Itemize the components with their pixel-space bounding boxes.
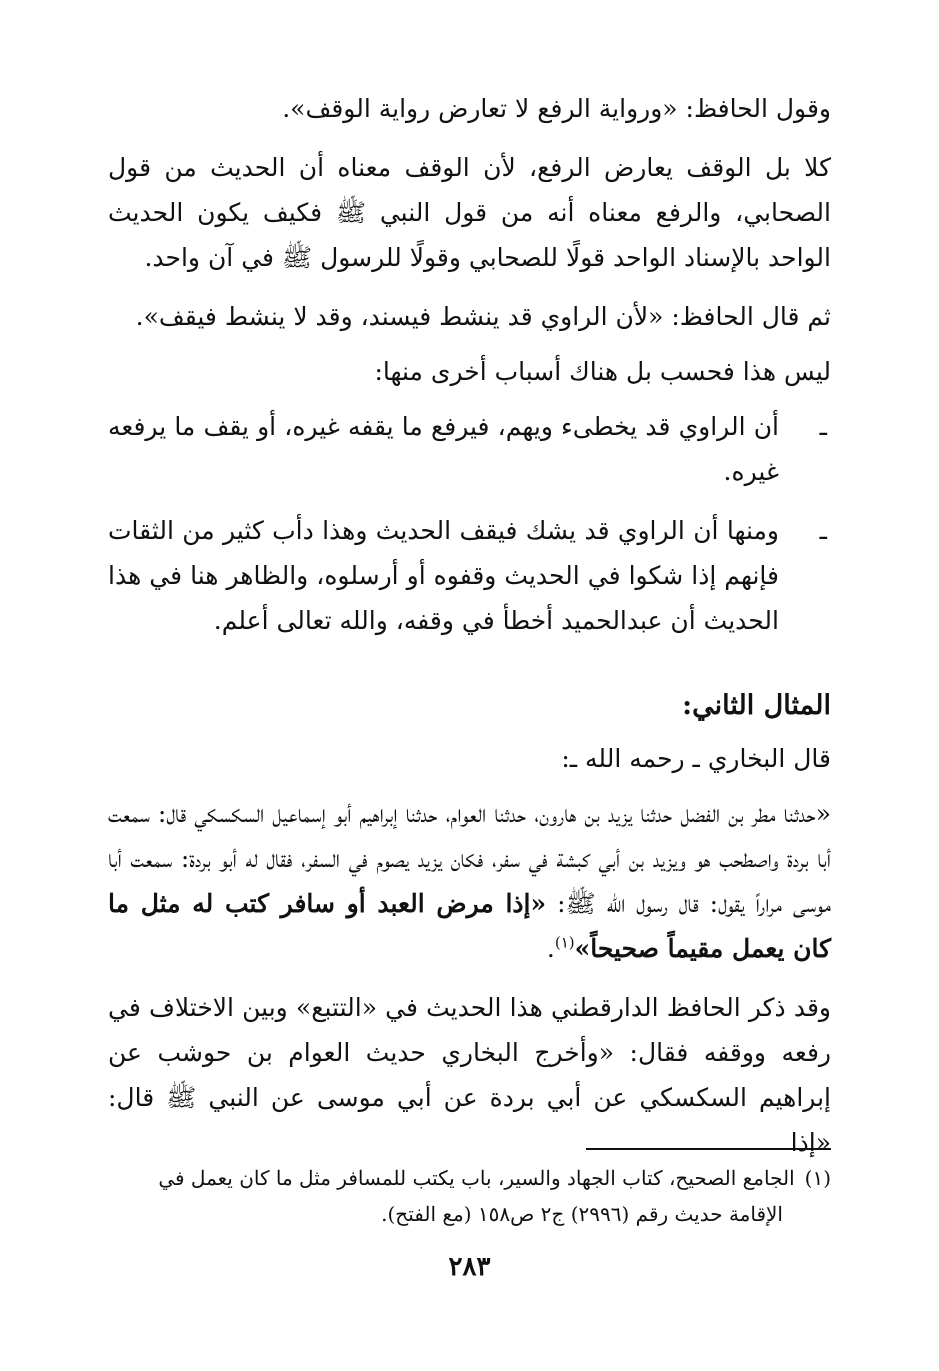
bullet-text: ومنها أن الراوي قد يشك فيقف الحديث وهذا دأب كثير من الثقات فإنهم إذا شكوا في الحديث وقفوه أو أرسلوه، والظاهر هنا في هذا الحديث أن عبدالحميد أخطأ في وقفه، والله تعالى أعلم. [108, 516, 779, 635]
bullet-dash: ـ [819, 516, 827, 545]
paragraph-hafiz-quote: وقول الحافظ: «ورواية الرفع لا تعارض رواية الوقف». [282, 94, 831, 123]
paragraph-hadith [108, 791, 831, 971]
hadith-text: «إذا مرض العبد أو سافر كتب له مثل ما كان يعمل مقيماً صحيحاً» [108, 889, 831, 963]
paragraph-hafiz-second-quote: ثم قال الحافظ: «لأن الراوي قد ينشط فيسند، وقد لا ينشط فيقف». [135, 302, 831, 331]
bullet-text: أن الراوي قد يخطىء ويهم، فيرفع ما يقفه غيره، أو يقف ما يرفعه غيره. [108, 412, 779, 486]
footnote-separator [586, 1148, 831, 1150]
hadith-end: . [546, 934, 555, 963]
bullet-item-1 [108, 404, 831, 494]
hadith-chain: «حدثنا مطر بن الفضل حدثنا يزيد بن هارون، حدثنا العوام، حدثنا إبراهيم أبو إسماعيل السكسكي قال: سمعت أبا بردة واصطحب هو ويزيد بن أبي كبشة في سفر، فكان يزيد يصوم في السفر، فقال له أبو بردة: سمعت أبا موسى مراراً يقول: قال رسول الله ﷺ: [108, 799, 831, 918]
page-number: ٢٨٣ [448, 1252, 491, 1282]
footnote-line-2: الإقامة حديث رقم (٢٩٩٦) ج٢ ص١٥٨ (مع الفتح). [381, 1202, 783, 1226]
footnote-number: (١) [804, 1166, 831, 1190]
paragraph-other-reasons: ليس هذا فحسب بل هناك أسباب أخرى منها: [374, 357, 831, 386]
paragraph-bukhari-intro: قال البخاري ـ رحمه الله ـ: [561, 744, 831, 773]
section-heading: المثال الثاني: [682, 690, 831, 721]
footnote-line-1 [108, 1160, 831, 1196]
footnote [108, 1160, 831, 1232]
paragraph-refutation: كلا بل الوقف يعارض الرفع، لأن الوقف معناه أن الحديث من قول الصحابي، والرفع معناه أنه من قول النبي ﷺ فكيف يكون الحديث الواحد بالإسناد الواحد قولًا للصحابي وقولًا للرسول ﷺ في آن واحد. [108, 153, 831, 272]
bullet-item-2 [108, 508, 831, 643]
footnote-reference[interactable]: (١) [554, 933, 575, 952]
footnote-text-1: الجامع الصحيح، كتاب الجهاد والسير، باب يكتب للمسافر مثل ما كان يعمل في [158, 1166, 795, 1190]
paragraph-daraqutni: وقد ذكر الحافظ الدارقطني هذا الحديث في «التتبع» وبين الاختلاف في رفعه ووقفه فقال: «وأخرج البخاري حديث العوام بن حوشب عن إبراهيم السكسكي عن أبي بردة عن أبي موسى عن النبي ﷺ قال: «إذا [108, 993, 831, 1157]
bullet-dash: ـ [819, 412, 827, 441]
